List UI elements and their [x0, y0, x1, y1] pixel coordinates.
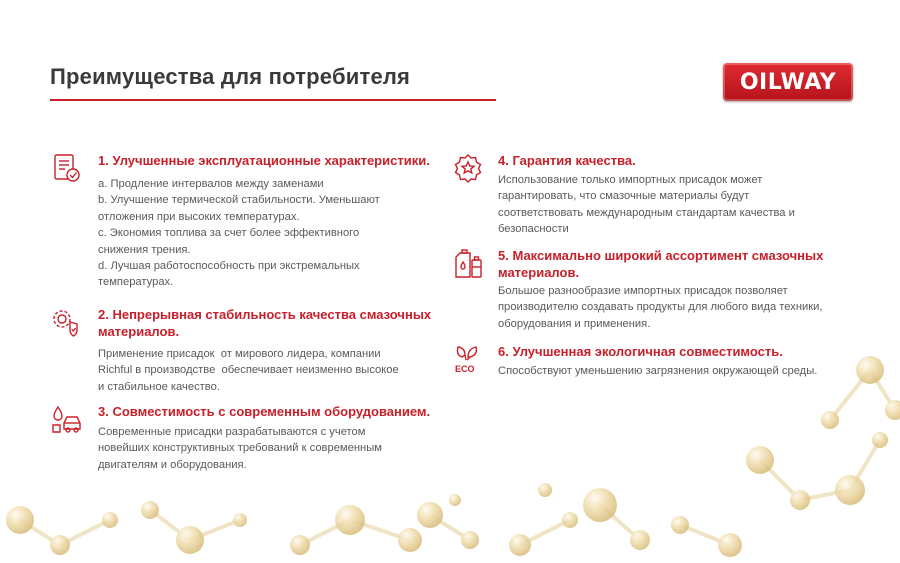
oil-canister-icon [452, 247, 484, 279]
heading-line: 2. Непрерывная стабильность качества смазочных [98, 307, 432, 322]
benefit-5-text [498, 283, 823, 332]
text-line: Использование только импортных присадок может [498, 174, 763, 186]
text-line: отложения при высоких температурах. [98, 210, 300, 223]
benefit-2-text [98, 346, 399, 395]
title-divider [50, 99, 496, 101]
text-line: c. Экономия топлива за счет более эффективного [98, 227, 360, 240]
text-line: Применение присадок от мирового лидера, компании [98, 348, 381, 360]
text-line: гарантировать, что смазочные материалы будут [498, 190, 750, 203]
text-line: b. Улучшение термической стабильности. Уменьшают [98, 194, 380, 207]
benefit-2-heading [98, 306, 458, 340]
page-title: Преимущества для потребителя [50, 64, 411, 89]
text-line: двигателям и оборудования. [98, 458, 247, 471]
benefit-4-text [498, 172, 795, 238]
text-line: Richful в производстве обеспечивает неизменно высокое [98, 364, 399, 377]
text-line: соответствовать международным стандартам качества и [498, 206, 795, 219]
text-line: Способствуют уменьшению загрязнения окружающей среды. [498, 365, 818, 377]
benefit-5-heading [498, 247, 878, 281]
benefit-4-heading: 4. Гарантия качества. [498, 153, 636, 168]
text-line: и стабильное качество. [98, 380, 220, 393]
text-line: оборудования и применения. [498, 317, 651, 330]
text-line: безопасности [498, 223, 569, 236]
text-line: температурах. [98, 276, 174, 289]
text-line: Большое разнообразие импортных присадок позволяет [498, 285, 788, 297]
benefit-6-text [498, 363, 817, 379]
text-line: d. Лучшая работоспособность при экстремальных [98, 260, 360, 273]
eco-icon [452, 343, 484, 375]
heading-line: материалов. [98, 324, 180, 339]
eco-label: ECO [455, 364, 475, 374]
benefit-3-heading: 3. Совместимость с современным оборудованием. [98, 404, 431, 419]
logo-text: OILWAY [739, 69, 837, 95]
text-line: снижения трения. [98, 243, 191, 256]
text-line: a. Продление интервалов между заменами [98, 178, 324, 190]
heading-line: 5. Максимально широкий ассортимент смазочных [498, 248, 824, 263]
gear-shield-icon [50, 306, 82, 338]
benefit-6-heading: 6. Улучшенная экологичная совместимость. [498, 344, 783, 359]
benefit-1-text [98, 176, 380, 291]
text-line: производителю создавать продукты для любого вида техники, [498, 301, 823, 314]
benefit-1-heading: 1. Улучшенные эксплуатационные характеристики. [98, 153, 430, 168]
benefit-3-text [98, 424, 382, 473]
text-line: Современные присадки разрабатываются с учетом [98, 426, 366, 438]
heading-line: материалов. [498, 265, 580, 280]
text-line: новейших конструктивных требований к современным [98, 442, 382, 455]
quality-badge-icon [452, 152, 484, 184]
car-oil-icon [50, 403, 82, 435]
oilway-logo [723, 63, 853, 101]
checklist-icon [50, 152, 82, 184]
